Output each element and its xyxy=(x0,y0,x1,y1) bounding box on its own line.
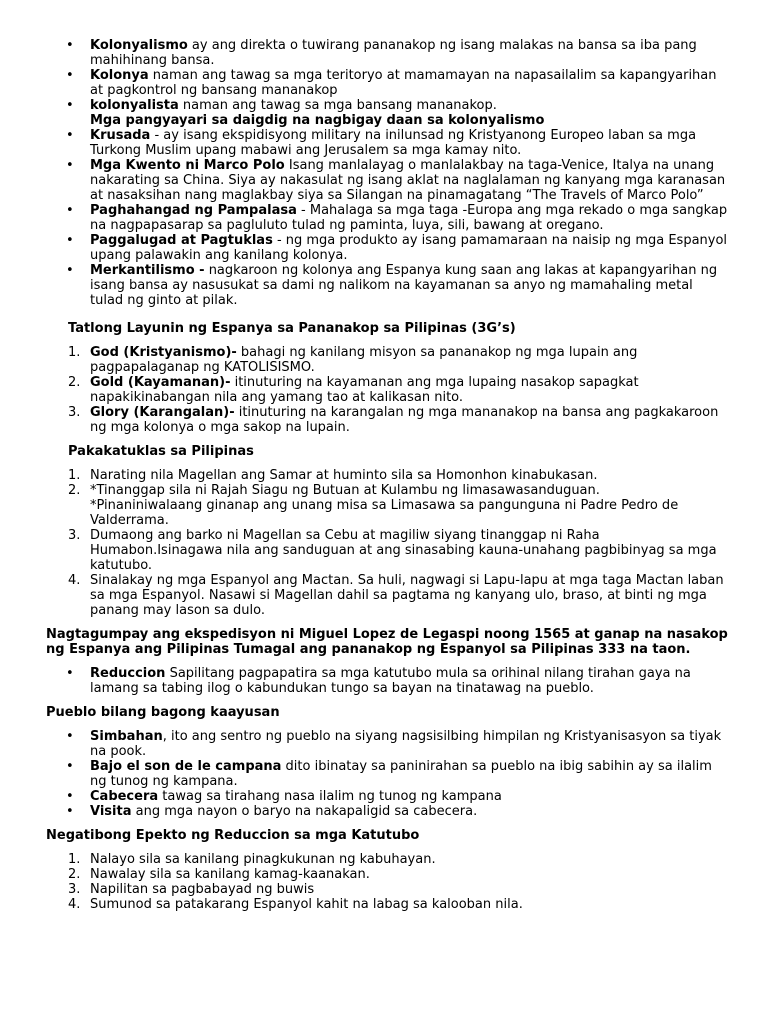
term: Mga Kwento ni Marco Polo xyxy=(90,158,285,173)
definition: tawag sa tirahang nasa ilalim ng tunog ng kampana xyxy=(158,789,502,804)
list-item xyxy=(46,882,728,897)
definition: naman ang tawag sa mga bansang mananakop. xyxy=(178,98,497,113)
definition: dito ibinatay sa paninirahan sa pueblo na ibig sabihin ay sa ilalim ng tunog ng kampana. xyxy=(90,759,712,789)
item-text: *Pinaniniwalaang ginanap ang unang misa sa Limasawa sa pangunguna ni Padre Pedro de Valderrama. xyxy=(90,498,679,528)
term: kolonyalista xyxy=(90,98,179,113)
item-text: Napilitan sa pagbabayad ng buwis xyxy=(90,882,315,897)
list-item xyxy=(46,804,728,819)
definition: - ng mga produkto ay isang pamamaraan na naisip ng mga Espanyol upang palawakin ang kanilang kolonya. xyxy=(90,233,728,263)
definition: - ay isang ekspidisyong military na inilunsad ng Kristyanong Europeo laban sa mga Turkong Muslim upang mabawi ang Jerusalem sa mga kamay nito. xyxy=(90,128,697,158)
list-item xyxy=(46,729,728,759)
term: Cabecera xyxy=(90,789,159,804)
discovery-list xyxy=(46,468,728,618)
definition: , ito ang sentro ng pueblo na siyang nagsisilbing himpilan ng Kristyanisasyon sa tiyak na pook. xyxy=(90,729,722,759)
goals-list xyxy=(46,345,728,435)
term: Paghahangad ng Pampalasa xyxy=(90,203,297,218)
item-text: Nalayo sila sa kanilang pinagkukunan ng kabuhayan. xyxy=(90,852,436,867)
definitions-list xyxy=(46,38,728,113)
definition: Isang manlalayag o manlalakbay na taga-Venice, Italya na unang nakarating sa China. Siya ay nakasulat ng isang aklat na naglalaman ng kanyang mga karanasan at nasaksihan nang maglakbay siya sa Silangan na pinamagatang “The Travels of Marco Polo” xyxy=(90,158,726,203)
definition: Sapilitang pagpapatira sa mga katutubo mula sa orihinal nilang tirahan gaya na lamang sa tabing ilog o kabundukan tungo sa bayan na tinatawag na pueblo. xyxy=(90,666,691,696)
term: Merkantilismo - xyxy=(90,263,205,278)
term: Visita xyxy=(90,804,132,819)
list-item xyxy=(46,375,728,405)
item-number: 2. xyxy=(68,867,81,882)
heading-3g: Tatlong Layunin ng Espanya sa Pananakop sa Pilipinas (3G’s) xyxy=(68,321,516,336)
definition: ay ang direkta o tuwirang pananakop ng isang malakas na bansa sa iba pang mahihinang bansa. xyxy=(90,38,697,68)
term: Kolonya xyxy=(90,68,149,83)
item-number: 2. xyxy=(68,483,81,498)
item-text: Narating nila Magellan ang Samar at huminto sila sa Homonhon kinabukasan. xyxy=(90,468,598,483)
term: Glory (Karangalan)- xyxy=(90,405,235,420)
list-item xyxy=(46,263,728,308)
list-item xyxy=(46,528,728,573)
definition: nagkaroon ng kolonya ang Espanya kung saan ang lakas at kapangyarihan ng isang bansa ay nasusukat sa dami ng nalikom na kayamanan sa anyo ng mamahaling metal tulad ng ginto at pilak. xyxy=(90,263,718,308)
definition: bahagi ng kanilang misyon sa pananakop ng mga lupain ang pagpapalaganap ng KATOLISISMO. xyxy=(90,345,638,375)
heading-negative-effects: Negatibong Epekto ng Reduccion sa mga Katutubo xyxy=(46,828,420,843)
item-text: Dumaong ang barko ni Magellan sa Cebu at magiliw siyang tinanggap ni Raha Humabon.Isinagawa nila ang sanduguan at ang sinasabing kauna-unahang pagbibinyag sa mga katutubo. xyxy=(90,528,717,573)
pueblo-list xyxy=(46,729,728,819)
item-text: Sumunod sa patakarang Espanyol kahit na labag sa kalooban nila. xyxy=(90,897,523,912)
item-number: 3. xyxy=(68,405,81,420)
list-item xyxy=(46,345,728,375)
list-item xyxy=(46,468,728,483)
item-number: 1. xyxy=(68,345,81,360)
events-list xyxy=(46,128,728,308)
item-number: 1. xyxy=(68,852,81,867)
term: Bajo el son de le campana xyxy=(90,759,282,774)
heading-discovery: Pakakatuklas sa Pilipinas xyxy=(68,444,254,459)
definition: - Mahalaga sa mga taga -Europa ang mga rekado o mga sangkap na nagpapasarap sa pagluluto tulad ng paminta, luya, sili, bawang at oregano. xyxy=(90,203,728,233)
subheading-events: Mga pangyayari sa daigdig na nagbigay daan sa kolonyalismo xyxy=(90,113,545,128)
term: God (Kristyanismo)- xyxy=(90,345,237,360)
term: Paggalugad at Pagtuklas xyxy=(90,233,273,248)
item-number: 1. xyxy=(68,468,81,483)
list-item xyxy=(46,98,728,113)
list-item xyxy=(46,852,728,867)
reduccion-list xyxy=(46,666,728,696)
definition: naman ang tawag sa mga teritoryo at mamamayan na napasailalim sa kapangyarihan at pagkontrol ng bansang mananakop xyxy=(90,68,717,98)
list-item xyxy=(46,203,728,233)
heading-legaspi: Nagtagumpay ang ekspedisyon ni Miguel Lopez de Legaspi noong 1565 at ganap na nasakop ng Espanya ang Pilipinas Tumagal ang pananakop ng Espanyol sa Pilipinas 333 na taon. xyxy=(46,627,728,657)
list-item xyxy=(46,759,728,789)
list-item xyxy=(46,38,728,68)
list-item xyxy=(46,405,728,435)
list-item xyxy=(46,789,728,804)
definition: ang mga nayon o baryo na nakapaligid sa cabecera. xyxy=(131,804,478,819)
item-text: Sinalakay ng mga Espanyol ang Mactan. Sa huli, nagwagi si Lapu-lapu at mga taga Mactan laban sa mga Espanyol. Nasawi si Magellan dahil sa pagtama ng kanyang ulo, braso, at binti ng mga panang may lason sa dulo. xyxy=(90,573,724,618)
term: Kolonyalismo xyxy=(90,38,188,53)
list-item xyxy=(46,897,728,912)
heading-pueblo: Pueblo bilang bagong kaayusan xyxy=(46,705,280,720)
list-item xyxy=(46,68,728,98)
item-number: 3. xyxy=(68,882,81,897)
negative-effects-list xyxy=(46,852,728,912)
item-text: Nawalay sila sa kanilang kamag-kaanakan. xyxy=(90,867,370,882)
list-item xyxy=(46,483,728,528)
item-number: 3. xyxy=(68,528,81,543)
list-item xyxy=(46,158,728,203)
list-item xyxy=(46,666,728,696)
definition: itinuturing na karangalan ng mga mananakop na bansa ang pagkakaroon ng mga kolonya o mga sakop na lupain. xyxy=(90,405,719,435)
item-number: 4. xyxy=(68,897,81,912)
term: Krusada xyxy=(90,128,151,143)
term: Simbahan xyxy=(90,729,163,744)
list-item xyxy=(46,233,728,263)
item-text: *Tinanggap sila ni Rajah Siagu ng Butuan at Kulambu ng limasawasanduguan. xyxy=(90,483,600,498)
term: Gold (Kayamanan)- xyxy=(90,375,231,390)
list-item xyxy=(46,573,728,618)
term: Reduccion xyxy=(90,666,166,681)
list-item xyxy=(46,128,728,158)
definition: itinuturing na kayamanan ang mga lupaing nasakop sapagkat napakikinabangan nila ang yamang tao at kalikasan nito. xyxy=(90,375,639,405)
list-item xyxy=(46,867,728,882)
item-number: 4. xyxy=(68,573,81,588)
item-number: 2. xyxy=(68,375,81,390)
